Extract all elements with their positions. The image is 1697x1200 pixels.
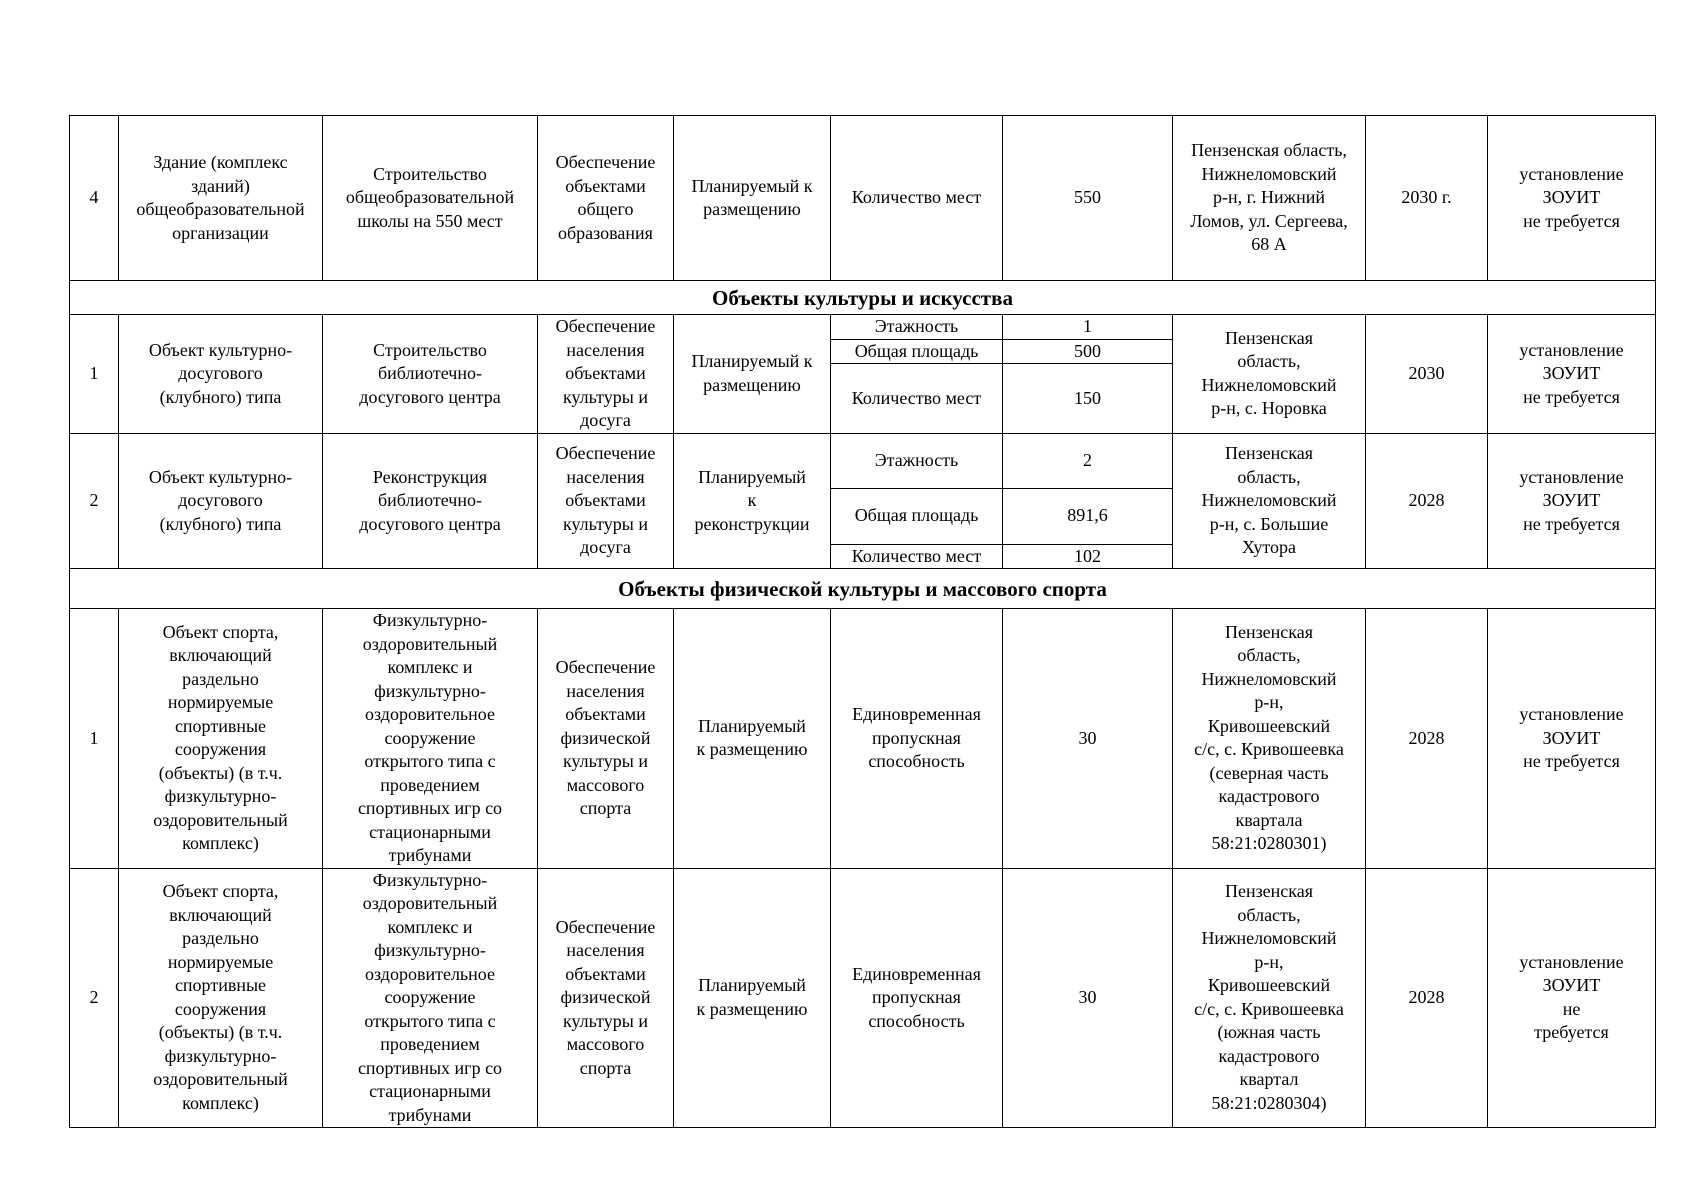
object-name: Строительство библиотечно- досугового центра bbox=[323, 315, 538, 434]
object-status: Планируемый к размещению bbox=[674, 609, 831, 869]
parameter-label: Единовременная пропускная способность bbox=[831, 868, 1003, 1128]
parameter-label: Количество мест bbox=[831, 544, 1003, 569]
table-row bbox=[70, 609, 1656, 869]
object-location: Пензенская область, Нижнеломовский р-н, Кривошеевский с/с, с. Кривошеевка (северная часть кадастрового квартала 58:21:0280301) bbox=[1173, 609, 1366, 869]
zouit-status: установление ЗОУИТ не требуется bbox=[1488, 116, 1656, 281]
parameter-value: 500 bbox=[1003, 339, 1173, 364]
object-type: Объект спорта, включающий раздельно нормируемые спортивные сооружения (объекты) (в т.ч. физкультурно- оздоровительный комплекс) bbox=[119, 868, 323, 1128]
parameter-label: Этажность bbox=[831, 433, 1003, 488]
section-title-sport: Объекты физической культуры и массового спорта bbox=[70, 569, 1656, 609]
parameter-value: 150 bbox=[1003, 364, 1173, 433]
object-purpose: Обеспечение населения объектами культуры и досуга bbox=[538, 433, 674, 569]
object-type: Объект спорта, включающий раздельно нормируемые спортивные сооружения (объекты) (в т.ч. физкультурно- оздоровительный комплекс) bbox=[119, 609, 323, 869]
object-purpose: Обеспечение населения объектами физической культуры и массового спорта bbox=[538, 868, 674, 1128]
row-number: 2 bbox=[70, 433, 119, 569]
row-number: 1 bbox=[70, 609, 119, 869]
row-number: 4 bbox=[70, 116, 119, 281]
parameter-label: Количество мест bbox=[831, 116, 1003, 281]
object-purpose: Обеспечение населения объектами физической культуры и массового спорта bbox=[538, 609, 674, 869]
zouit-status: установление ЗОУИТ не требуется bbox=[1488, 609, 1656, 869]
table-row bbox=[70, 315, 1656, 340]
row-number: 2 bbox=[70, 868, 119, 1128]
object-purpose: Обеспечение объектами общего образования bbox=[538, 116, 674, 281]
row-number: 1 bbox=[70, 315, 119, 434]
parameter-value: 102 bbox=[1003, 544, 1173, 569]
table-row bbox=[70, 116, 1656, 281]
object-type: Объект культурно- досугового (клубного) типа bbox=[119, 315, 323, 434]
parameter-label: Этажность bbox=[831, 315, 1003, 340]
parameter-label: Количество мест bbox=[831, 364, 1003, 433]
implementation-year: 2028 bbox=[1366, 609, 1488, 869]
parameter-value: 1 bbox=[1003, 315, 1173, 340]
object-status: Планируемый к реконструкции bbox=[674, 433, 831, 569]
parameter-label: Единовременная пропускная способность bbox=[831, 609, 1003, 869]
object-name: Реконструкция библиотечно- досугового центра bbox=[323, 433, 538, 569]
implementation-year: 2030 г. bbox=[1366, 116, 1488, 281]
object-status: Планируемый к размещению bbox=[674, 116, 831, 281]
object-location: Пензенская область, Нижнеломовский р-н, Кривошеевский с/с, с. Кривошеевка (южная часть кадастрового квартал 58:21:0280304) bbox=[1173, 868, 1366, 1128]
object-location: Пензенская область, Нижнеломовский р-н, с. Норовка bbox=[1173, 315, 1366, 434]
implementation-year: 2028 bbox=[1366, 433, 1488, 569]
parameter-label: Общая площадь bbox=[831, 488, 1003, 544]
object-name: Физкультурно- оздоровительный комплекс и физкультурно- оздоровительное сооружение открытого типа с проведением спортивных игр со стационарными трибунами bbox=[323, 609, 538, 869]
table-row bbox=[70, 433, 1656, 488]
object-status: Планируемый к размещению bbox=[674, 868, 831, 1128]
implementation-year: 2028 bbox=[1366, 868, 1488, 1128]
zouit-status: установление ЗОУИТ не требуется bbox=[1488, 315, 1656, 434]
object-status: Планируемый к размещению bbox=[674, 315, 831, 434]
parameter-value: 30 bbox=[1003, 609, 1173, 869]
section-header-row bbox=[70, 281, 1656, 315]
object-name: Строительство общеобразовательной школы на 550 мест bbox=[323, 116, 538, 281]
parameter-label: Общая площадь bbox=[831, 339, 1003, 364]
zouit-status: установление ЗОУИТ не требуется bbox=[1488, 433, 1656, 569]
parameter-value: 891,6 bbox=[1003, 488, 1173, 544]
object-location: Пензенская область, Нижнеломовский р-н, с. Большие Хутора bbox=[1173, 433, 1366, 569]
implementation-year: 2030 bbox=[1366, 315, 1488, 434]
parameter-value: 2 bbox=[1003, 433, 1173, 488]
object-location: Пензенская область, Нижнеломовский р-н, г. Нижний Ломов, ул. Сергеева, 68 А bbox=[1173, 116, 1366, 281]
object-type: Здание (комплекс зданий) общеобразовательной организации bbox=[119, 116, 323, 281]
parameter-value: 30 bbox=[1003, 868, 1173, 1128]
section-header-row bbox=[70, 569, 1656, 609]
objects-table bbox=[69, 115, 1656, 1128]
zouit-status: установление ЗОУИТ не требуется bbox=[1488, 868, 1656, 1128]
object-type: Объект культурно- досугового (клубного) типа bbox=[119, 433, 323, 569]
table-row bbox=[70, 868, 1656, 1128]
section-title-culture: Объекты культуры и искусства bbox=[70, 281, 1656, 315]
object-name: Физкультурно- оздоровительный комплекс и физкультурно- оздоровительное сооружение открытого типа с проведением спортивных игр со стационарными трибунами bbox=[323, 868, 538, 1128]
parameter-value: 550 bbox=[1003, 116, 1173, 281]
object-purpose: Обеспечение населения объектами культуры и досуга bbox=[538, 315, 674, 434]
